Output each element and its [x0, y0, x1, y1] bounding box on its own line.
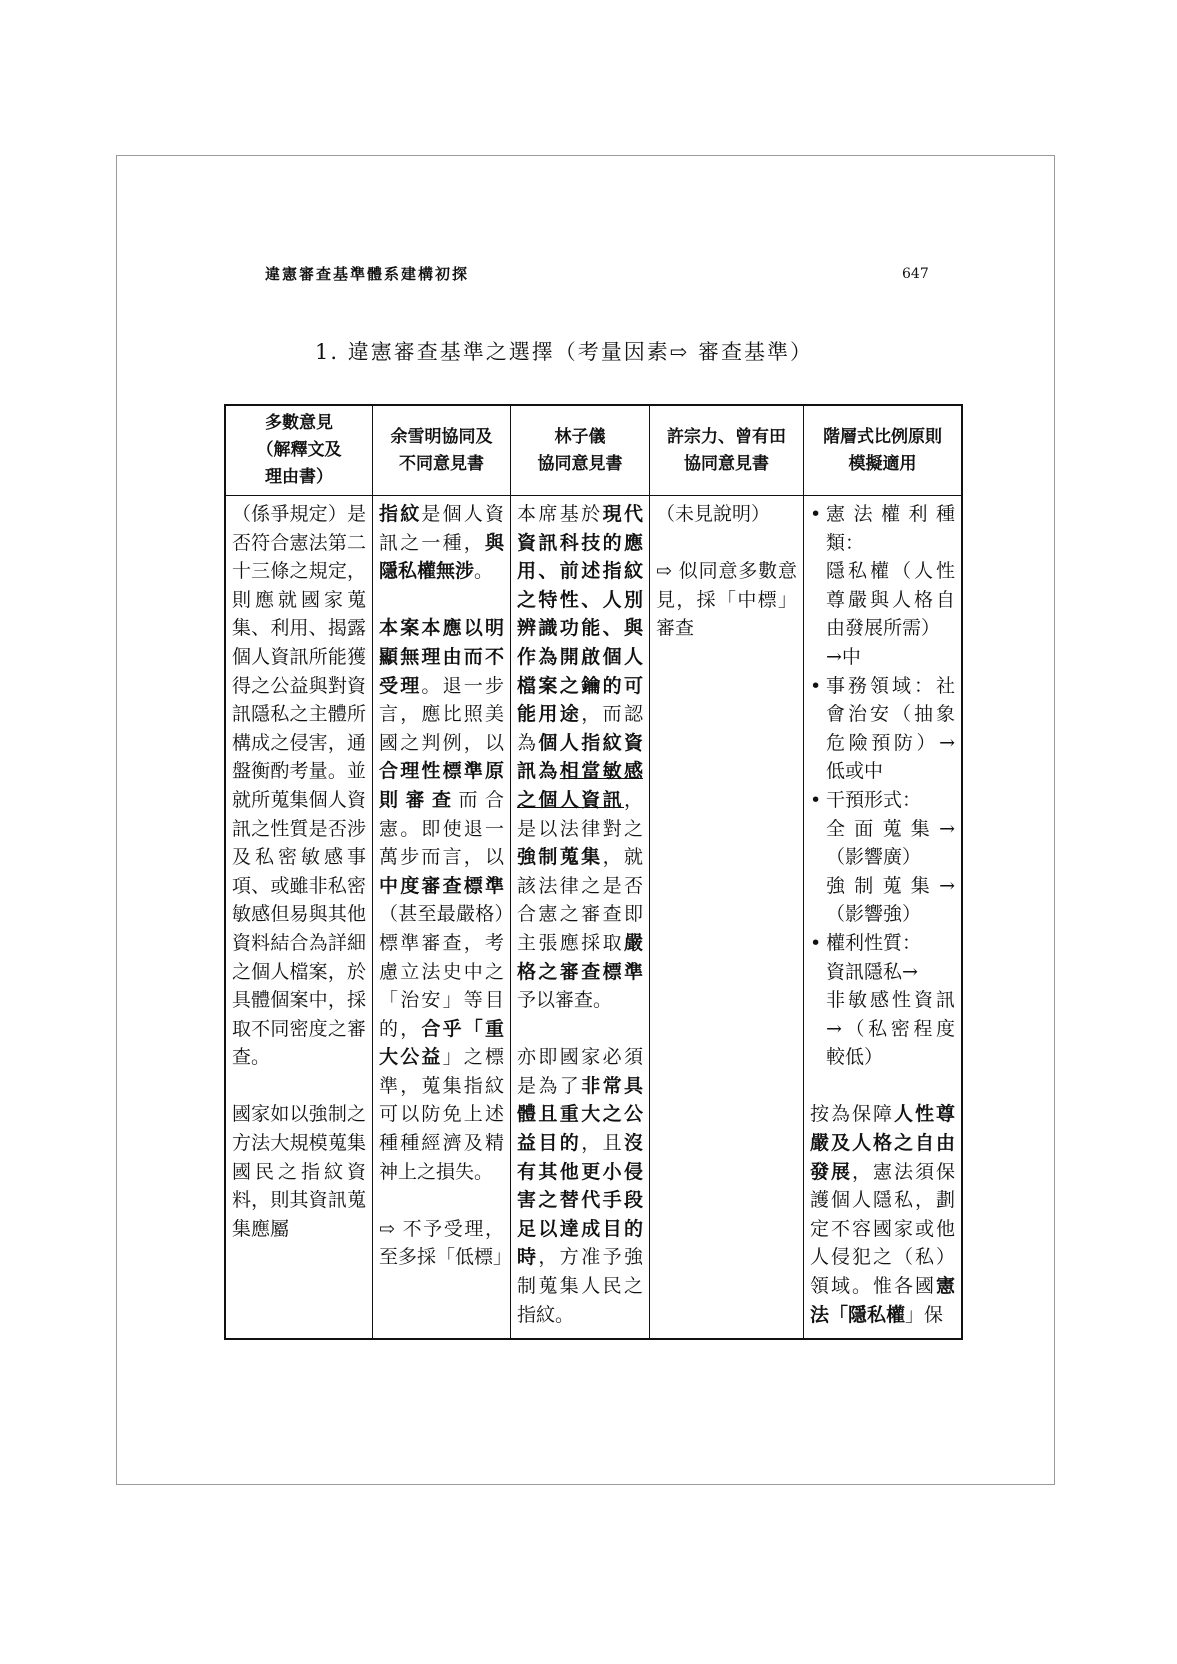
bullet-line: 非敏感性資訊→（私密程度較低） — [826, 989, 955, 1069]
header-line: 林子儀 — [554, 426, 606, 447]
bullet-label: 事務領域：社會治安（抽象危險預防）→低或中 — [826, 674, 955, 783]
table-header-row — [226, 406, 961, 496]
majority-paragraph-2: 國家如以強制之方法大規模蒐集國民之指紋資料，則其資訊蒐集應屬 — [232, 1103, 366, 1240]
header-cell-lin — [510, 406, 649, 495]
section-title: 1. 違憲審查基準之選擇（考量因素⇨ 審查基準） — [315, 340, 813, 364]
bullet-item — [810, 500, 955, 672]
header-line: 余雪明協同及 — [390, 426, 493, 447]
bullet-label: 權利性質： — [826, 931, 922, 954]
proportionality-paragraph: 按為保障人性尊嚴及人格之自由發展，憲法須保護個人隱私，劃定不容國家或他人侵犯之（私）領域。惟各國憲法「隱私權」保 — [810, 1103, 955, 1326]
bullet-item — [810, 786, 955, 929]
bullet-icon: • — [810, 931, 822, 954]
bullet-label: 干預形式： — [826, 788, 922, 811]
bullet-label: 憲法權利種類： — [826, 503, 955, 554]
header-line: 協同意見書 — [684, 453, 769, 474]
table-body-row — [226, 496, 961, 1338]
hsu-tseng-note: （未見說明） — [656, 503, 771, 525]
lin-paragraph-1: 本席基於現代資訊科技的應用、前述指紋之特性、人別辨識功能、與作為開啟個人檔案之鑰的可能用途，而認為個人指紋資訊為相當敏感之個人資訊，是以法律對之強制蒐集，就該法律之是否合憲之審查即主張應採取嚴格之審查標準予以審查。 — [517, 503, 643, 1012]
cell-hsu-tseng — [649, 496, 803, 1338]
bullet-line: 隱私權（人性尊嚴與人格自由發展所需） — [826, 560, 955, 640]
header-line: 階層式比例原則 — [823, 426, 942, 447]
header-line: 許宗力、曾有田 — [667, 426, 786, 447]
bullet-line: →中 — [826, 645, 861, 668]
bullet-icon: • — [810, 674, 822, 697]
header-line: 模擬適用 — [848, 453, 917, 474]
header-line: 理由書） — [265, 467, 333, 487]
bullet-line: 全面蒐集→（影響廣） — [826, 817, 955, 869]
comparison-table — [224, 404, 963, 1340]
bullet-icon: • — [810, 788, 822, 811]
lin-paragraph-2: 亦即國家必須是為了非常具體且重大之公益目的，且沒有其他更小侵害之替代手段足以達成目的時，方准予強制蒐集人民之指紋。 — [517, 1046, 643, 1326]
bullet-item — [810, 672, 955, 786]
header-line: （解釋文及 — [256, 440, 342, 460]
header-cell-majority — [226, 406, 372, 495]
header-cell-proportionality — [803, 406, 961, 495]
yu-conclusion: ⇨ 不予受理，至多採「低標」 — [379, 1217, 513, 1269]
header-line: 多數意見 — [265, 413, 333, 433]
header-line: 協同意見書 — [537, 453, 623, 474]
hsu-tseng-conclusion: ⇨ 似同意多數意見，採「中標」審查 — [656, 560, 797, 640]
bullet-item — [810, 929, 955, 1072]
bullet-icon: • — [810, 503, 822, 525]
cell-yu — [372, 496, 513, 1338]
header-line: 不同意見書 — [399, 453, 484, 474]
cell-majority — [226, 496, 372, 1338]
yu-paragraph-2: 本案本應以明顯無理由而不受理。退一步言，應比照美國之判例，以合理性標準原則審查而合憲。即使退一萬步而言，以中度審查標準（甚至最嚴格）標準審查，考慮立法史中之「治安」等目的，合乎「重大公益」之標準，蒐集指紋可以防免上述種種經濟及精神上之損失。 — [379, 617, 504, 1183]
yu-paragraph-1: 指紋是個人資訊之一種，與隱私權無涉。 — [379, 503, 504, 583]
header-cell-hsu-tseng — [649, 406, 803, 495]
page-number: 647 — [902, 266, 929, 282]
cell-lin — [510, 496, 649, 1338]
running-title: 違憲審查基準體系建構初探 — [265, 265, 470, 283]
bullet-line: 強制蒐集→（影響強） — [826, 874, 955, 926]
majority-paragraph-1: （係爭規定）是否符合憲法第二十三條之規定，則應就國家蒐集、利用、揭露個人資訊所能獲得之公益與對資訊隱私之主體所構成之侵害，通盤衡酌考量。並就所蒐集個人資訊之性質是否涉及私密敏感事項、或雖非私密敏感但易與其他資料結合為詳細之個人檔案，於具體個案中，採取不同密度之審查。 — [232, 503, 366, 1069]
cell-proportionality — [803, 496, 961, 1338]
header-cell-yu — [372, 406, 510, 495]
bullet-line: 資訊隱私→ — [826, 960, 918, 983]
